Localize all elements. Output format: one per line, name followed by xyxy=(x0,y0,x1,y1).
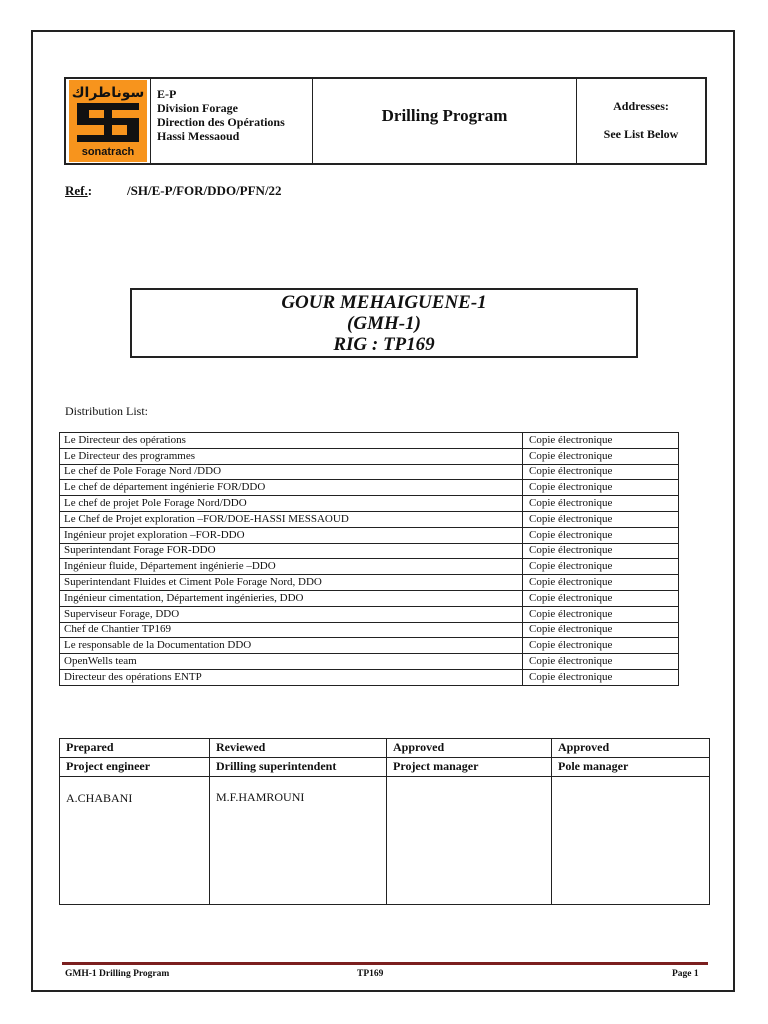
distribution-row xyxy=(60,448,679,464)
signer-name: A.CHABANI xyxy=(60,777,210,905)
distribution-row xyxy=(60,638,679,654)
distribution-row xyxy=(60,511,679,527)
recipient-cell: Le chef de département ingénierie FOR/DDO xyxy=(60,480,523,496)
distribution-label: Distribution List: xyxy=(65,404,149,418)
rig-name: RIG : TP169 xyxy=(333,334,435,355)
copy-type-cell: Copie électronique xyxy=(523,622,679,638)
distribution-row xyxy=(60,575,679,591)
role-cell: Drilling superintendent xyxy=(210,758,387,777)
role-row xyxy=(60,758,710,777)
role-cell: Project engineer xyxy=(60,758,210,777)
logo-wordmark: sonatrach xyxy=(81,146,135,158)
copy-type-cell: Copie électronique xyxy=(523,464,679,480)
recipient-cell: Superviseur Forage, DDO xyxy=(60,606,523,622)
org-line: Direction des Opérations xyxy=(157,115,285,129)
org-line: Division Forage xyxy=(157,101,238,115)
copy-type-cell: Copie électronique xyxy=(523,433,679,449)
copy-type-cell: Copie électronique xyxy=(523,606,679,622)
sonatrach-logo xyxy=(69,80,147,162)
distribution-row xyxy=(60,590,679,606)
distribution-row xyxy=(60,527,679,543)
recipient-cell: Directeur des opérations ENTP xyxy=(60,669,523,685)
distribution-row xyxy=(60,433,679,449)
ref-separator: : xyxy=(87,183,93,198)
copy-type-cell: Copie électronique xyxy=(523,638,679,654)
role-cell: Pole manager xyxy=(552,758,710,777)
distribution-row xyxy=(60,559,679,575)
copy-type-cell: Copie électronique xyxy=(523,543,679,559)
distribution-table xyxy=(59,432,679,686)
signature-table xyxy=(59,738,710,905)
recipient-cell: Le chef de Pole Forage Nord /DDO xyxy=(60,464,523,480)
logo-cell xyxy=(66,79,151,163)
document-title: Drilling Program xyxy=(313,79,577,163)
footer-center: TP169 xyxy=(357,969,384,979)
distribution-row xyxy=(60,622,679,638)
role-cell: Project manager xyxy=(387,758,552,777)
status-cell: Approved xyxy=(387,739,552,758)
org-line: E-P xyxy=(157,87,177,101)
copy-type-cell: Copie électronique xyxy=(523,527,679,543)
recipient-cell: Ingénieur cimentation, Département ingénieries, DDO xyxy=(60,590,523,606)
recipient-cell: OpenWells team xyxy=(60,654,523,670)
footer-left: GMH-1 Drilling Program xyxy=(65,969,170,979)
reference-line xyxy=(65,183,282,199)
distribution-row xyxy=(60,654,679,670)
recipient-cell: Le Chef de Projet exploration –FOR/DOE-HASSI MESSAOUD xyxy=(60,511,523,527)
recipient-cell: Superintendant Forage FOR-DDO xyxy=(60,543,523,559)
copy-type-cell: Copie électronique xyxy=(523,669,679,685)
well-code: (GMH-1) xyxy=(347,313,421,334)
recipient-cell: Le Directeur des programmes xyxy=(60,448,523,464)
recipient-cell: Le responsable de la Documentation DDO xyxy=(60,638,523,654)
ref-label: Ref. xyxy=(65,183,88,198)
footer-rule xyxy=(62,962,708,965)
signer-name: M.F.HAMROUNI xyxy=(210,777,387,905)
organization-block xyxy=(151,79,313,163)
ref-value: /SH/E-P/FOR/DDO/PFN/22 xyxy=(127,183,282,198)
distribution-row xyxy=(60,543,679,559)
recipient-cell: Ingénieur projet exploration –FOR-DDO xyxy=(60,527,523,543)
org-line: Hassi Messaoud xyxy=(157,129,240,143)
recipient-cell: Chef de Chantier TP169 xyxy=(60,622,523,638)
copy-type-cell: Copie électronique xyxy=(523,654,679,670)
distribution-row xyxy=(60,464,679,480)
signer-name xyxy=(552,777,710,905)
document-header xyxy=(64,77,707,165)
copy-type-cell: Copie électronique xyxy=(523,511,679,527)
copy-type-cell: Copie électronique xyxy=(523,590,679,606)
distribution-row xyxy=(60,496,679,512)
addresses-value: See List Below xyxy=(603,127,679,141)
recipient-cell: Le chef de projet Pole Forage Nord/DDO xyxy=(60,496,523,512)
copy-type-cell: Copie électronique xyxy=(523,575,679,591)
recipient-cell: Le Directeur des opérations xyxy=(60,433,523,449)
copy-type-cell: Copie électronique xyxy=(523,448,679,464)
footer-page-number: Page 1 xyxy=(672,969,699,979)
status-row xyxy=(60,739,710,758)
copy-type-cell: Copie électronique xyxy=(523,496,679,512)
status-cell: Approved xyxy=(552,739,710,758)
status-cell: Prepared xyxy=(60,739,210,758)
distribution-row xyxy=(60,480,679,496)
copy-type-cell: Copie électronique xyxy=(523,559,679,575)
addresses-label: Addresses: xyxy=(613,99,669,113)
svg-text:سوناطراك: سوناطراك xyxy=(71,85,145,101)
recipient-cell: Ingénieur fluide, Département ingénierie –DDO xyxy=(60,559,523,575)
distribution-row xyxy=(60,606,679,622)
status-cell: Reviewed xyxy=(210,739,387,758)
copy-type-cell: Copie électronique xyxy=(523,480,679,496)
name-row xyxy=(60,777,710,905)
recipient-cell: Superintendant Fluides et Ciment Pole Forage Nord, DDO xyxy=(60,575,523,591)
signer-name xyxy=(387,777,552,905)
distribution-row xyxy=(60,669,679,685)
addresses-block xyxy=(577,79,705,163)
well-name: GOUR MEHAIGUENE-1 xyxy=(281,292,487,313)
well-title-box xyxy=(130,288,638,358)
